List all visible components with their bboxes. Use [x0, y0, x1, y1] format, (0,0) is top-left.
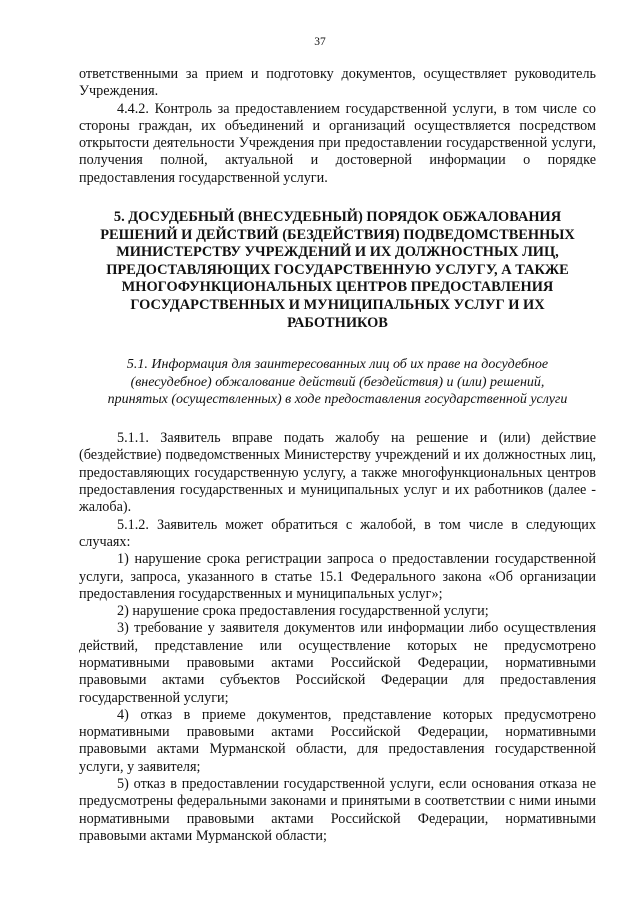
page-number: 37 — [314, 36, 326, 48]
paragraph-5-1-1: 5.1.1. Заявитель вправе подать жалобу на решение и (или) действие (бездействие) подведомственных Министерству учреждений и их должностных лиц, предоставляющих государственную услугу, а также многофункциональных центров предоставления государственных и муниципальных услуг и их работников (далее - жалоба). — [79, 430, 596, 516]
list-item-4: 4) отказ в приеме документов, представление которых предусмотрено нормативными правовыми актами Российской Федерации, нормативными правовыми актами Мурманской области, для предоставления государственной услуги, у заявителя; — [79, 706, 596, 775]
paragraph-continuation: ответственными за прием и подготовку документов, осуществляет руководитель Учреждения. — [79, 66, 596, 100]
list-item-2: 2) нарушение срока предоставления государственной услуги; — [117, 603, 489, 620]
list-item-1: 1) нарушение срока регистрации запроса о предоставлении государственной услуги, запроса, указанного в статье 15.1 Федерального закона «Об организации предоставления государственных и муниципальных услуг»; — [79, 551, 596, 602]
list-item-5: 5) отказ в предоставлении государственной услуги, если основания отказа не предусмотрены федеральными законами и принятыми в соответствии с ними иными нормативными правовыми актами Российской Федерации, нормативными правовыми актами Мурманской области; — [79, 776, 596, 844]
document-body — [79, 66, 596, 845]
paragraph-4-4-2: 4.4.2. Контроль за предоставлением государственной услуги, в том числе со стороны граждан, их объединений и организаций осуществляется посредством открытости деятельности Учреждения при предоставлении государственной услуги, получения полной, актуальной и достоверной информации о порядке предоставления государственной услуги. — [79, 100, 596, 186]
list-item-3: 3) требование у заявителя документов или информации либо осуществления действий, представление или осуществление которых не предусмотрено нормативными правовыми актами Российской Федерации, нормативными правовыми актами субъектов Российской Федерации для предоставления государственной услуги; — [79, 620, 596, 706]
paragraph-5-1-2: 5.1.2. Заявитель может обратиться с жалобой, в том числе в следующих случаях: — [79, 516, 596, 550]
section-heading: 5. ДОСУДЕБНЫЙ (ВНЕСУДЕБНЫЙ) ПОРЯДОК ОБЖАЛОВАНИЯ РЕШЕНИЙ И ДЕЙСТВИЙ (БЕЗДЕЙСТВИЯ) ПОДВЕДОМСТВЕННЫХ МИНИСТЕРСТВУ УЧРЕЖДЕНИЙ И ИХ ДОЛЖНОСТНЫХ ЛИЦ, ПРЕДОСТАВЛЯЮЩИХ ГОСУДАРСТВЕННУЮ УСЛУГУ, А ТАКЖЕ МНОГОФУНКЦИОНАЛЬНЫХ ЦЕНТРОВ ПРЕДОСТАВЛЕНИЯ ГОСУДАРСТВЕННЫХ И МУНИЦИПАЛЬНЫХ УСЛУГ И ИХ РАБОТНИКОВ — [100, 209, 575, 331]
subsection-heading: 5.1. Информация для заинтересованных лиц об их праве на досудебное (внесудебное) обжалование действий (бездействия) и (или) решений, принятых (осуществленных) в ходе предоставления государственной услуги — [107, 357, 568, 407]
